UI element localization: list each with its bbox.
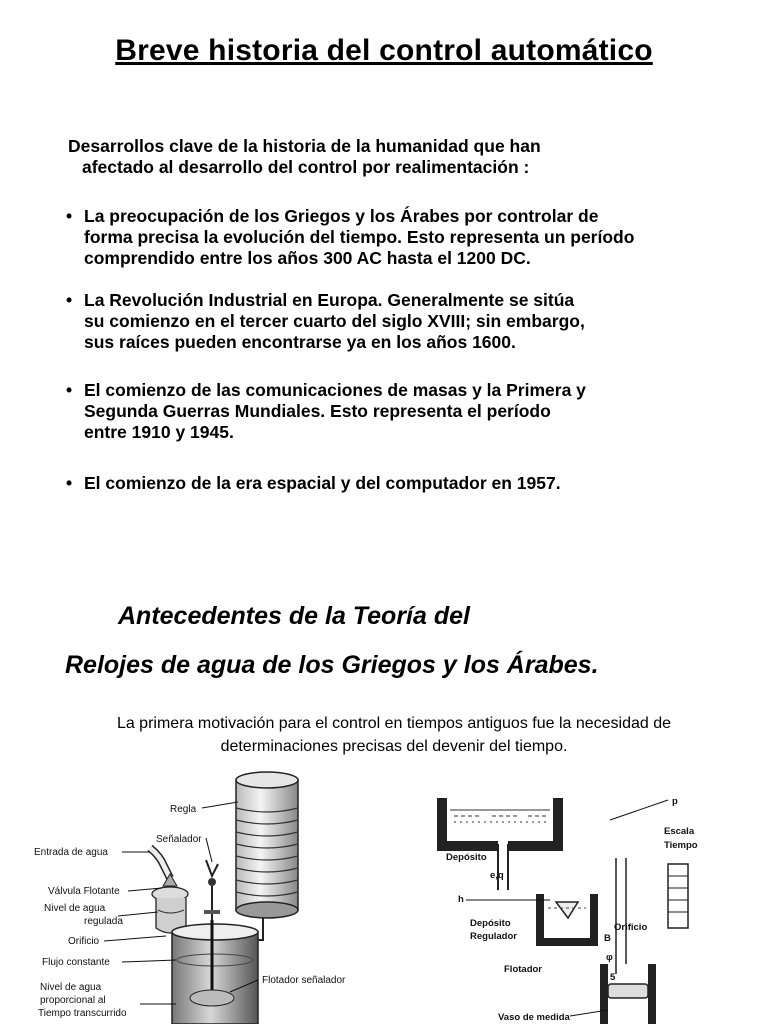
- regulator-tank: [540, 894, 594, 942]
- label-phi: φ: [606, 952, 613, 963]
- label-five: 5: [610, 972, 616, 983]
- label-flotador: Flotador señalador: [262, 975, 346, 986]
- bullet-line: La preocupación de los Griegos y los Árabes por controlar de: [84, 206, 599, 226]
- bullet-line: entre 1910 y 1945.: [84, 422, 234, 442]
- scale-cylinder: [236, 772, 298, 918]
- bullet-dot: •: [66, 206, 73, 226]
- label-orificio: Orificio: [614, 922, 648, 933]
- intro-line: Desarrollos clave de la historia de la humanidad que han: [68, 136, 541, 156]
- label-nivel-line1: Nivel de agua: [44, 903, 106, 914]
- paragraph-line: determinaciones precisas del devenir del tiempo.: [220, 738, 568, 755]
- label-eq: e,q: [490, 870, 504, 881]
- label-valvula: Válvula Flotante: [48, 886, 120, 897]
- label-orificio: Orificio: [68, 936, 100, 947]
- label-nivelp-line1: Nivel de agua: [40, 982, 102, 993]
- bullet-dot: •: [66, 473, 73, 493]
- label-vaso: Vaso de medida: [498, 1012, 570, 1023]
- bullet-line: comprendido entre los años 300 AC hasta el 1200 DC.: [84, 248, 531, 268]
- bullet-list: [66, 206, 766, 494]
- main-tank: [172, 920, 258, 1024]
- bullet-item: [66, 380, 766, 443]
- bullet-line: El comienzo de la era espacial y del computador en 1957.: [84, 473, 561, 493]
- bullet-line: El comienzo de las comunicaciones de masas y la Primera y: [84, 380, 586, 400]
- bullet-line: La Revolución Industrial en Europa. Generalmente se sitúa: [84, 290, 575, 310]
- pointer: [204, 860, 220, 920]
- water-clock-schematic: [400, 784, 768, 1024]
- bullet-line: sus raíces pueden encontrarse ya en los años 1600.: [84, 332, 516, 352]
- label-deposito: Depósito: [446, 852, 487, 863]
- water-clock-illustration: [0, 770, 380, 1024]
- label-escala-line1: Escala: [664, 826, 695, 837]
- label-nivel-line2: regulada: [84, 916, 123, 927]
- paragraph-line: La primera motivación para el control en tiempos antiguos fue la necesidad de: [116, 715, 672, 732]
- intro-line: afectado al desarrollo del control por realimentación :: [82, 157, 530, 177]
- label-flujo: Flujo constante: [42, 957, 110, 968]
- bullet-line: forma precisa la evolución del tiempo. Esto representa un período: [84, 227, 635, 247]
- label-senalador: Señalador: [156, 834, 202, 845]
- label-nivelp-line3: Tiempo transcurrido: [38, 1008, 127, 1019]
- label-deposito-regulador-line2: Regulador: [470, 931, 517, 942]
- measuring-vessel: [604, 858, 652, 1024]
- float-valve: [152, 874, 188, 933]
- label-flotador: Flotador: [504, 964, 542, 975]
- section-subheading: Relojes de agua de los Griegos y los Árabes.: [65, 651, 599, 679]
- page-title: Breve historia del control automático: [115, 34, 653, 67]
- bullet-dot: •: [66, 290, 73, 310]
- label-b: B: [604, 933, 611, 944]
- intro-paragraph: [68, 136, 728, 178]
- bullet-dot: •: [66, 380, 73, 400]
- label-nivelp-line2: proporcional al: [40, 995, 106, 1006]
- label-deposito-regulador-line1: Depósito: [470, 918, 511, 929]
- bullet-item: [66, 206, 766, 269]
- label-h: h: [458, 894, 464, 905]
- label-entrada: Entrada de agua: [34, 847, 108, 858]
- bullet-item: [66, 473, 766, 494]
- label-p: p: [672, 796, 678, 807]
- label-escala-line2: Tiempo: [664, 840, 698, 851]
- bullet-line: Segunda Guerras Mundiales. Esto representa el período: [84, 401, 551, 421]
- bullet-item: [66, 290, 766, 353]
- bullet-line: su comienzo en el tercer cuarto del siglo XVIII; sin embargo,: [84, 311, 585, 331]
- section-heading: Antecedentes de la Teoría del: [118, 602, 470, 630]
- motivation-paragraph: [40, 712, 748, 758]
- time-scale: [668, 864, 688, 928]
- label-regla: Regla: [170, 804, 197, 815]
